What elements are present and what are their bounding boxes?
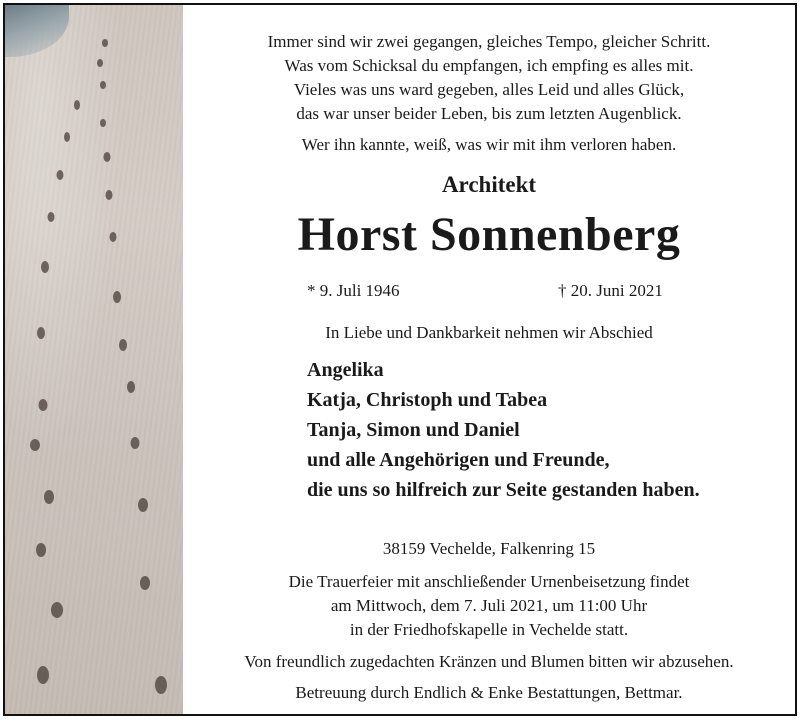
undertaker-line: Betreuung durch Endlich & Enke Bestattungen, Bettmar. — [295, 683, 683, 702]
profession: Architekt — [441, 172, 537, 197]
quote: Wer ihn kannte, weiß, was wir mit ihm verloren haben. — [301, 135, 677, 154]
ceremony-line: am Mittwoch, dem 7. Juli 2021, um 11:00 Uhr — [330, 596, 648, 615]
flowers-request: Von freundlich zugedachten Kränzen und Blumen bitten wir abzusehen. — [244, 652, 734, 671]
mourner-line: Tanja, Simon und Daniel — [307, 419, 520, 441]
mourner-line: und alle Angehörigen und Freunde, — [307, 449, 610, 471]
ceremony-line: Die Trauerfeier mit anschließender Urnenbeisetzung findet — [288, 572, 690, 591]
ceremony-line: in der Friedhofskapelle in Vechelde statt. — [349, 620, 629, 639]
mourner-line: Katja, Christoph und Tabea — [307, 389, 548, 411]
poem-line: Immer sind wir zwei gegangen, gleiches Tempo, gleicher Schritt. — [267, 32, 711, 51]
birth-date: * 9. Juli 1946 — [307, 281, 400, 300]
farewell-line: In Liebe und Dankbarkeit nehmen wir Abschied — [325, 323, 653, 342]
deceased-name: Horst Sonnenberg — [297, 208, 681, 261]
mourner-line: Angelika — [307, 359, 384, 381]
poem-line: Vieles was uns ward gegeben, alles Leid und alles Glück, — [293, 80, 685, 99]
address: 38159 Vechelde, Falkenring 15 — [382, 539, 596, 558]
obituary-notice — [3, 3, 797, 716]
poem-line: Was vom Schicksal du empfangen, ich empfing es alles mit. — [284, 56, 694, 75]
footprints-in-sand-photo — [5, 5, 183, 714]
footprints-illustration — [5, 5, 183, 714]
notice-text — [183, 5, 795, 714]
death-date: † 20. Juni 2021 — [558, 281, 663, 300]
poem-line: das war unser beider Leben, bis zum letzten Augenblick. — [296, 104, 682, 123]
mourner-line: die uns so hilfreich zur Seite gestanden haben. — [307, 479, 700, 501]
